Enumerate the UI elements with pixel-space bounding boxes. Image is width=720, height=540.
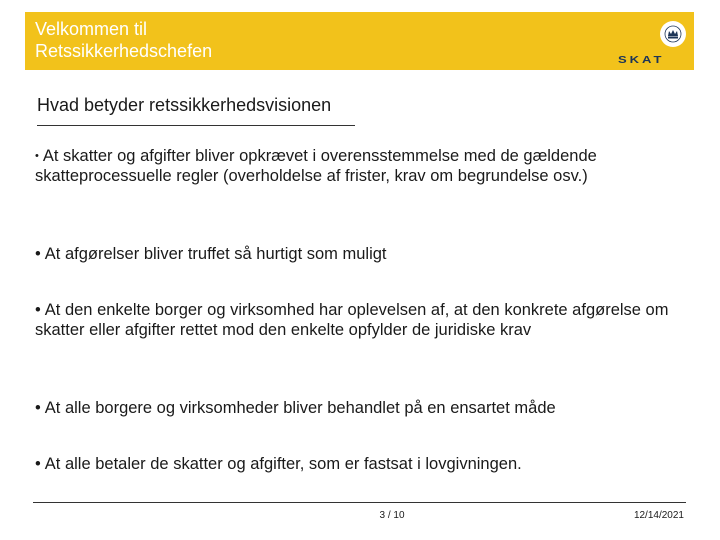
slide-header (25, 12, 694, 70)
bullet-text: At alle borgere og virksomheder bliver behandlet på en ensartet måde (44, 399, 556, 417)
page-number: 3 / 10 (379, 510, 405, 521)
bullet-text: At alle betaler de skatter og afgifter, som er fastsat i lovgivningen. (44, 455, 522, 473)
footer-rule (33, 502, 686, 503)
bullet-item (35, 454, 685, 474)
crown-emblem (660, 21, 686, 47)
crown-icon (664, 25, 682, 43)
bullet-dot: • (35, 399, 41, 417)
bullet-item (35, 244, 685, 264)
bullet-text: At den enkelte borger og virksomhed har oplevelsen af, at den konkrete afgørelse om skatter eller afgifter rettet mod den enkelte opfylder de juridiske krav (35, 301, 669, 339)
header-title: Velkommen til Retssikkerhedschefen (35, 19, 213, 61)
bullet-text: At skatter og afgifter bliver opkrævet i overensstemmelse med de gældende skatteprocessuelle regler (overholdelse af frister, krav om begrundelse osv.) (35, 147, 597, 185)
footer-date: 12/14/2021 (633, 510, 684, 521)
bullet-item (35, 146, 685, 186)
bullet-item (35, 300, 685, 340)
bullet-dot: • (35, 301, 41, 319)
bullet-text: At afgørelser bliver truffet så hurtigt som muligt (44, 245, 387, 263)
slide-subtitle: Hvad betyder retssikkerhedsvisionen (37, 95, 332, 115)
skat-logo (618, 19, 684, 65)
logo-wordmark: SKAT (618, 53, 665, 65)
bullet-dot: • (35, 245, 41, 263)
subtitle-underline (37, 125, 355, 126)
bullet-item (35, 398, 685, 418)
bullet-dot: • (35, 455, 41, 473)
bullet-dot: • (35, 150, 39, 162)
